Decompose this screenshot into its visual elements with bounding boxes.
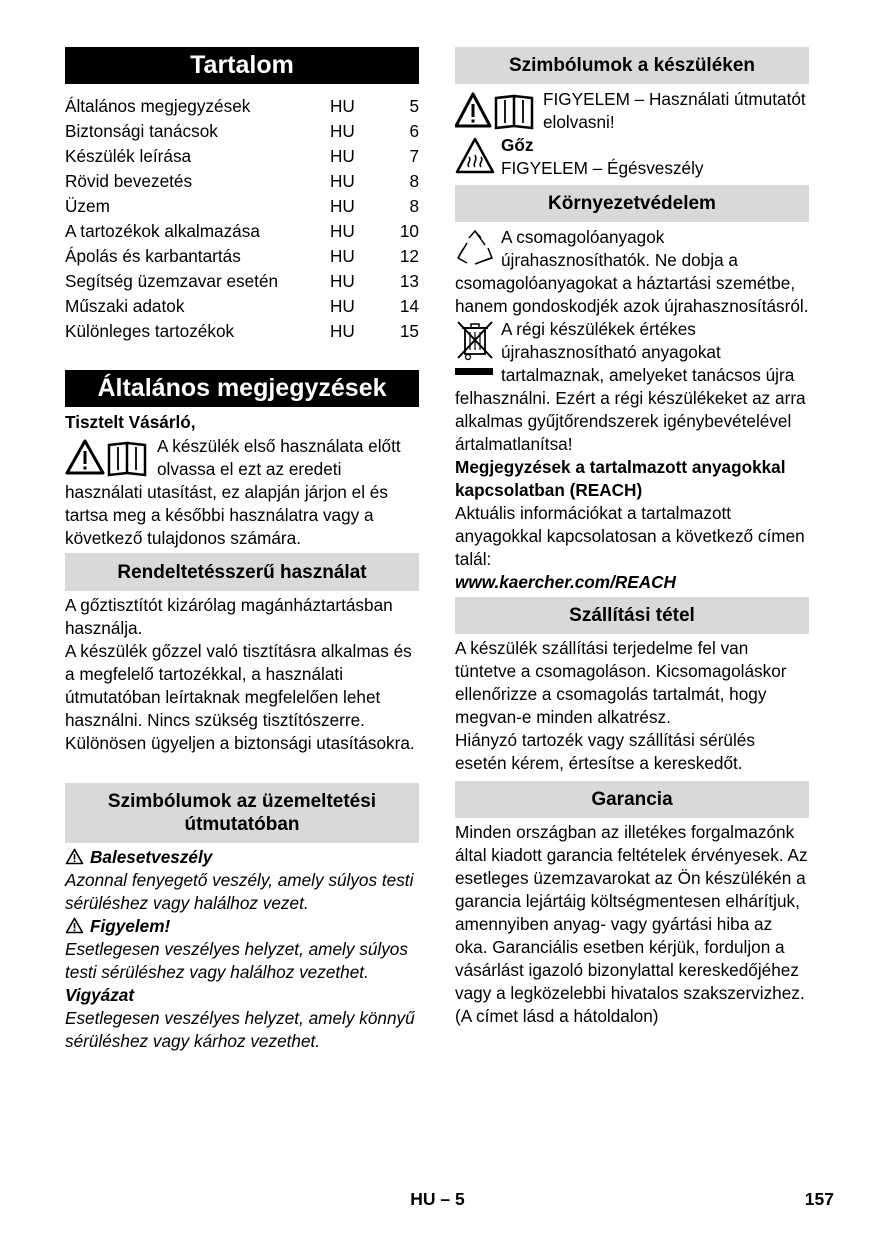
toc-entry[interactable] xyxy=(65,144,419,169)
toc-entry-title: Üzem xyxy=(65,196,110,216)
warranty-heading: Garancia xyxy=(455,781,809,818)
danger-text: Azonnal fenyegető veszély, amely súlyos testi sérüléshez vagy halálhoz vezet. xyxy=(65,870,414,913)
toc-entry-page: 12 xyxy=(399,246,419,266)
reach-text: Aktuális információkat a tartalmazott anyagokkal kapcsolatosan a következő címen talál: xyxy=(455,503,805,569)
crossed-bin-icon xyxy=(455,320,495,376)
toc-entry-title: A tartozékok alkalmazása xyxy=(65,221,260,241)
toc-entry[interactable] xyxy=(65,219,419,244)
environment-section xyxy=(455,226,809,594)
toc-entry-title: Általános megjegyzések xyxy=(65,96,251,116)
toc-entry-title: Műszaki adatok xyxy=(65,296,185,316)
toc-entry-title: Biztonsági tanácsok xyxy=(65,121,218,141)
read-manual-warning-icon xyxy=(455,90,537,130)
manual-symbols-heading xyxy=(65,783,419,843)
toc-entry[interactable] xyxy=(65,194,419,219)
toc-entry-title: Ápolás és karbantartás xyxy=(65,246,241,266)
toc-entry-page: 6 xyxy=(409,121,419,141)
recycling-icon xyxy=(455,228,495,268)
caution-text: Esetlegesen veszélyes helyzet, amely könnyű sérüléshez vagy kárhoz vezethet. xyxy=(65,1008,415,1051)
toc-entry-lang: HU xyxy=(330,321,355,341)
environment-heading: Környezetvédelem xyxy=(455,185,809,222)
scope-text: A készülék szállítási terjedelme fel van tüntetve a csomagoláson. Kicsomagoláskor ellenőrizze a csomagolás tartalmát, hogy megvan-e minden alkatrész. Hiányzó tartozék vagy szállítási sérülés esetén kérem, értesítse a kereskedőt. xyxy=(455,638,787,773)
toc-entry[interactable] xyxy=(65,294,419,319)
toc-entry-lang: HU xyxy=(330,221,355,241)
toc-heading: Tartalom xyxy=(65,47,419,84)
device-symbols-section xyxy=(455,88,809,180)
warning-label: Figyelem! xyxy=(90,916,171,936)
device-symbols-heading: Szimbólumok a készüléken xyxy=(455,47,809,84)
table-of-contents xyxy=(65,94,419,344)
footer-section-label: HU – 5 xyxy=(410,1189,465,1209)
caution-warning-icon xyxy=(65,917,84,934)
toc-entry-page: 8 xyxy=(409,196,419,216)
intended-use-heading: Rendeltetésszerű használat xyxy=(65,553,419,591)
toc-entry-page: 8 xyxy=(409,171,419,191)
packaging-text: A csomagolóanyagok újrahasznosíthatók. Ne dobja a csomagolóanyagokat a háztartási szemétbe, hanem gondoskodjék azok újrahasznosításról. xyxy=(455,227,809,316)
toc-entry[interactable] xyxy=(65,269,419,294)
toc-entry-page: 13 xyxy=(399,271,419,291)
disposal-text: A régi készülékek értékes újrahasznosítható anyagokat tartalmaznak, amelyeket tanácsos újra felhasználni. Ezért a régi készülékeket az arra alkalmas gyűjtőrendszerek igénybevételével ártalmatlanítsa! xyxy=(455,319,806,454)
reach-title: Megjegyzések a tartalmazott anyagokkal kapcsolatban (REACH) xyxy=(455,457,786,500)
toc-entry-lang: HU xyxy=(330,296,355,316)
toc-entry-lang: HU xyxy=(330,121,355,141)
toc-entry-page: 10 xyxy=(399,221,419,241)
toc-entry-title: Rövid bevezetés xyxy=(65,171,193,191)
intended-use-text: A gőztisztítót kizárólag magánháztartásban használja. A készülék gőzzel való tisztításra alkalmas és a megfelelő tartozékkal, a használati útmutatóban leírtaknak megfelelően lehet használni. Nincs szükség tisztítószerre. Különösen ügyeljen a biztonsági utasításokra. xyxy=(65,595,415,753)
toc-entry-lang: HU xyxy=(330,246,355,266)
warning-manual-icon xyxy=(65,437,151,477)
toc-entry-lang: HU xyxy=(330,171,355,191)
danger-warning-icon xyxy=(65,848,84,865)
toc-entry[interactable] xyxy=(65,319,419,344)
danger-label: Balesetveszély xyxy=(90,847,213,867)
toc-entry-lang: HU xyxy=(330,196,355,216)
warranty-text: Minden országban az illetékes forgalmazónk által kiadott garancia feltételek érvényesek. Az esetleges üzemzavarokat az Ön készülékén a garancia lejártáig költségmentesen elhárítjuk, amennyiben anyag- vagy gyártási hiba az oka. Garanciális esetben kérjük, forduljon a vásárlást igazoló bizonylattal kereskedőjéhez vagy a legközelebbi hivatalos szakszervizhez. (A címet lásd a hátoldalon) xyxy=(455,822,808,1026)
toc-entry[interactable] xyxy=(65,94,419,119)
warning-text: Esetlegesen veszélyes helyzet, amely súlyos testi sérüléshez vagy halálhoz vezethet. xyxy=(65,939,408,982)
toc-entry-lang: HU xyxy=(330,146,355,166)
toc-entry-page: 14 xyxy=(399,296,419,316)
scope-heading: Szállítási tétel xyxy=(455,597,809,634)
toc-entry[interactable] xyxy=(65,244,419,269)
toc-entry-lang: HU xyxy=(330,271,355,291)
caution-label: Vigyázat xyxy=(65,985,135,1005)
read-manual-text: FIGYELEM – Használati útmutatót elolvasni! xyxy=(543,89,806,132)
manual-symbols-section xyxy=(65,846,419,1053)
footer-page-number: 157 xyxy=(804,1189,834,1209)
general-heading: Általános megjegyzések xyxy=(65,370,419,407)
toc-entry-page: 7 xyxy=(409,146,419,166)
toc-entry[interactable] xyxy=(65,119,419,144)
reach-link[interactable]: www.kaercher.com/REACH xyxy=(455,572,676,592)
steam-label: Gőz xyxy=(501,135,534,155)
toc-entry-title: Segítség üzemzavar esetén xyxy=(65,271,279,291)
toc-entry-title: Különleges tartozékok xyxy=(65,321,235,341)
steam-text: FIGYELEM – Égésveszély xyxy=(501,158,704,178)
general-section xyxy=(65,411,419,550)
intro-text: A készülék első használata előtt olvassa el ezt az eredeti használati utasítást, ez alapján járjon el és tartsa meg a későbbi használatra vagy a következő tulajdonos számára. xyxy=(65,436,401,548)
toc-entry-lang: HU xyxy=(330,96,355,116)
toc-entry-page: 15 xyxy=(399,321,419,341)
toc-entry-title: Készülék leírása xyxy=(65,146,192,166)
manual-symbols-heading-line2: útmutatóban xyxy=(184,814,300,835)
toc-entry[interactable] xyxy=(65,169,419,194)
manual-symbols-heading-line1: Szimbólumok az üzemeltetési xyxy=(107,791,377,812)
salutation: Tisztelt Vásárló, xyxy=(65,412,196,432)
hot-steam-warning-icon xyxy=(455,136,495,176)
toc-entry-page: 5 xyxy=(409,96,419,116)
